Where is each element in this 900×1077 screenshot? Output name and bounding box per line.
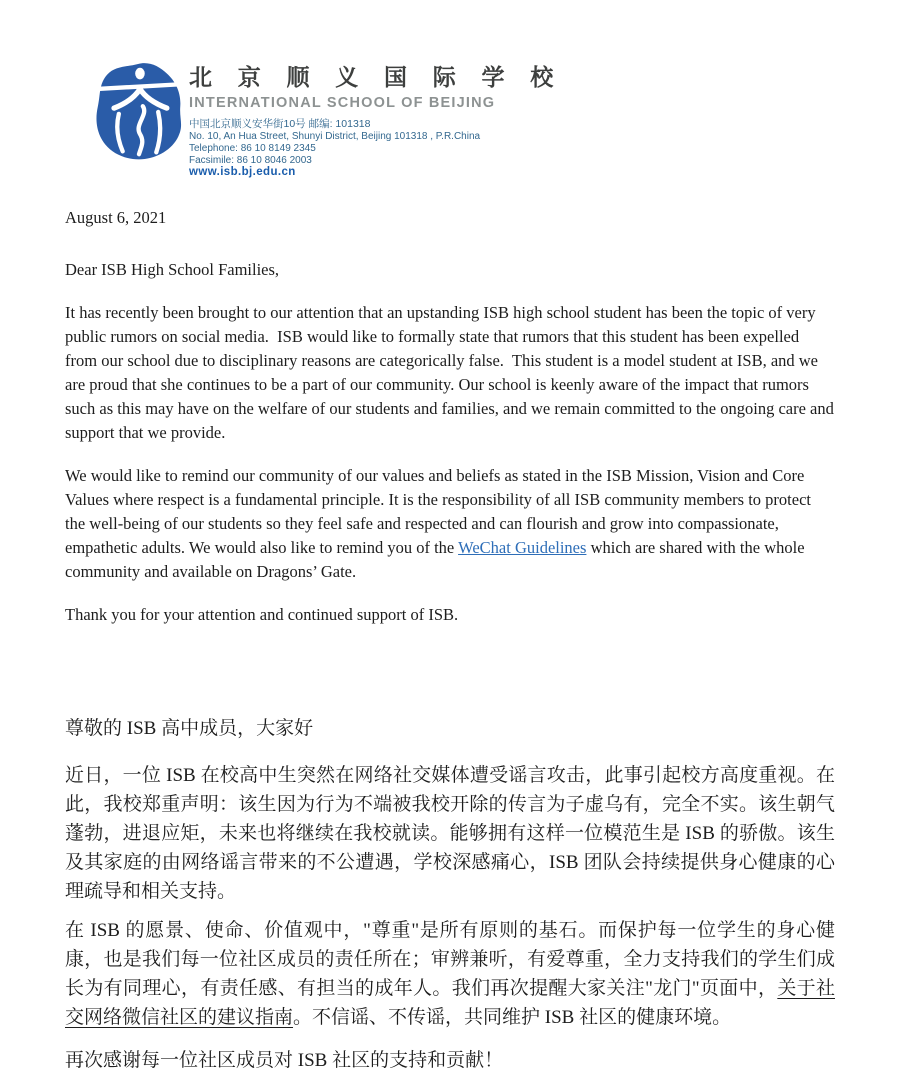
school-name-english: INTERNATIONAL SCHOOL OF BEIJING: [189, 95, 496, 111]
wechat-community-guidelines-link-zh[interactable]: 关于社交网络微信社区的建议指南: [65, 978, 835, 1028]
paragraph-chinese-2: [65, 916, 835, 1032]
address-block: [189, 119, 563, 178]
salutation-chinese: 尊敬的 ISB 高中成员，大家好: [65, 718, 314, 739]
address-english: No. 10, An Hua Street, Shunyi District, Beijing 101318 , P.R.China: [189, 131, 481, 142]
paragraph-english-2: [65, 464, 835, 584]
paragraph-english-2-tail: which are shared with the whole community and available on Dragons’ Gate.: [65, 538, 809, 581]
website-link[interactable]: www.isb.bj.edu.cn: [189, 166, 296, 178]
paragraph-chinese-2-lead: 在 ISB 的愿景、使命、价值观中，"尊重"是所有原则的基石。而保护每一位学生的身心健康，也是我们每一位社区成员的责任所在；审辨兼听，有爱尊重，全力支持我们的学生们成长为有同理心，有责任感、有担当的成年人。我们再次提醒大家关注"龙门"页面中，: [65, 920, 835, 999]
signature-space: [65, 627, 835, 687]
paragraph-chinese-2-tail: 。不信谣、不传谣，共同维护 ISB 社区的健康环境。: [293, 1007, 732, 1028]
letterhead: [91, 58, 835, 178]
address-chinese: 中国北京顺义安华街10号 邮编: 101318: [189, 118, 371, 130]
telephone-line: Telephone: 86 10 8149 2345: [189, 143, 316, 154]
wechat-guidelines-link[interactable]: WeChat Guidelines: [458, 538, 587, 557]
facsimile-line: Facsimile: 86 10 8046 2003: [189, 155, 312, 166]
salutation-english: Dear ISB High School Families,: [65, 260, 280, 279]
letterhead-text: [189, 58, 563, 178]
paragraph-chinese-1: 近日，一位 ISB 在校高中生突然在网络社交媒体遭受谣言攻击，此事引起校方高度重视。在此，我校郑重声明：该生因为行为不端被我校开除的传言为子虚乌有，完全不实。该生朝气蓬勃，进退应矩，未来也将继续在我校就读。能够拥有这样一位模范生是 ISB 的骄傲。该生及其家庭的由网络谣言带来的不公遭遇，学校深感痛心，ISB 团队会持续提供身心健康的心理疏导和相关支持。: [65, 765, 835, 902]
closing-chinese: 再次感谢每一位社区成员对 ISB 社区的支持和贡献！: [65, 1050, 504, 1071]
paragraph-english-1: It has recently been brought to our attention that an upstanding ISB high school student has been the topic of very public rumors on social media. ISB would like to formally state that rumors that this student has been expelled from our school due to disciplinary reasons are categorically false. This student is a model student at ISB, and we are proud that she continues to be a part of our community. Our school is keenly aware of the impact that rumors such as this may have on the welfare of our students and families, and we remain committed to the ongoing care and support that we provide.: [65, 303, 838, 442]
isb-seal-logo-icon: [91, 58, 187, 164]
closing-english: Thank you for your attention and continued support of ISB.: [65, 605, 459, 624]
school-name-chinese: 北 京 顺 义 国 际 学 校: [189, 65, 564, 90]
letter-date: August 6, 2021: [65, 208, 167, 227]
paragraph-english-2-lead: We would like to remind our community of our values and beliefs as stated in the ISB Mission, Vision and Core Values where respect is a fundamental principle. It is the responsibility of all ISB community members to protect the well-being of our students so they feel safe and respected and can flourish and grow into compassionate, empathetic adults. We would also like to remind you of the: [65, 466, 816, 557]
